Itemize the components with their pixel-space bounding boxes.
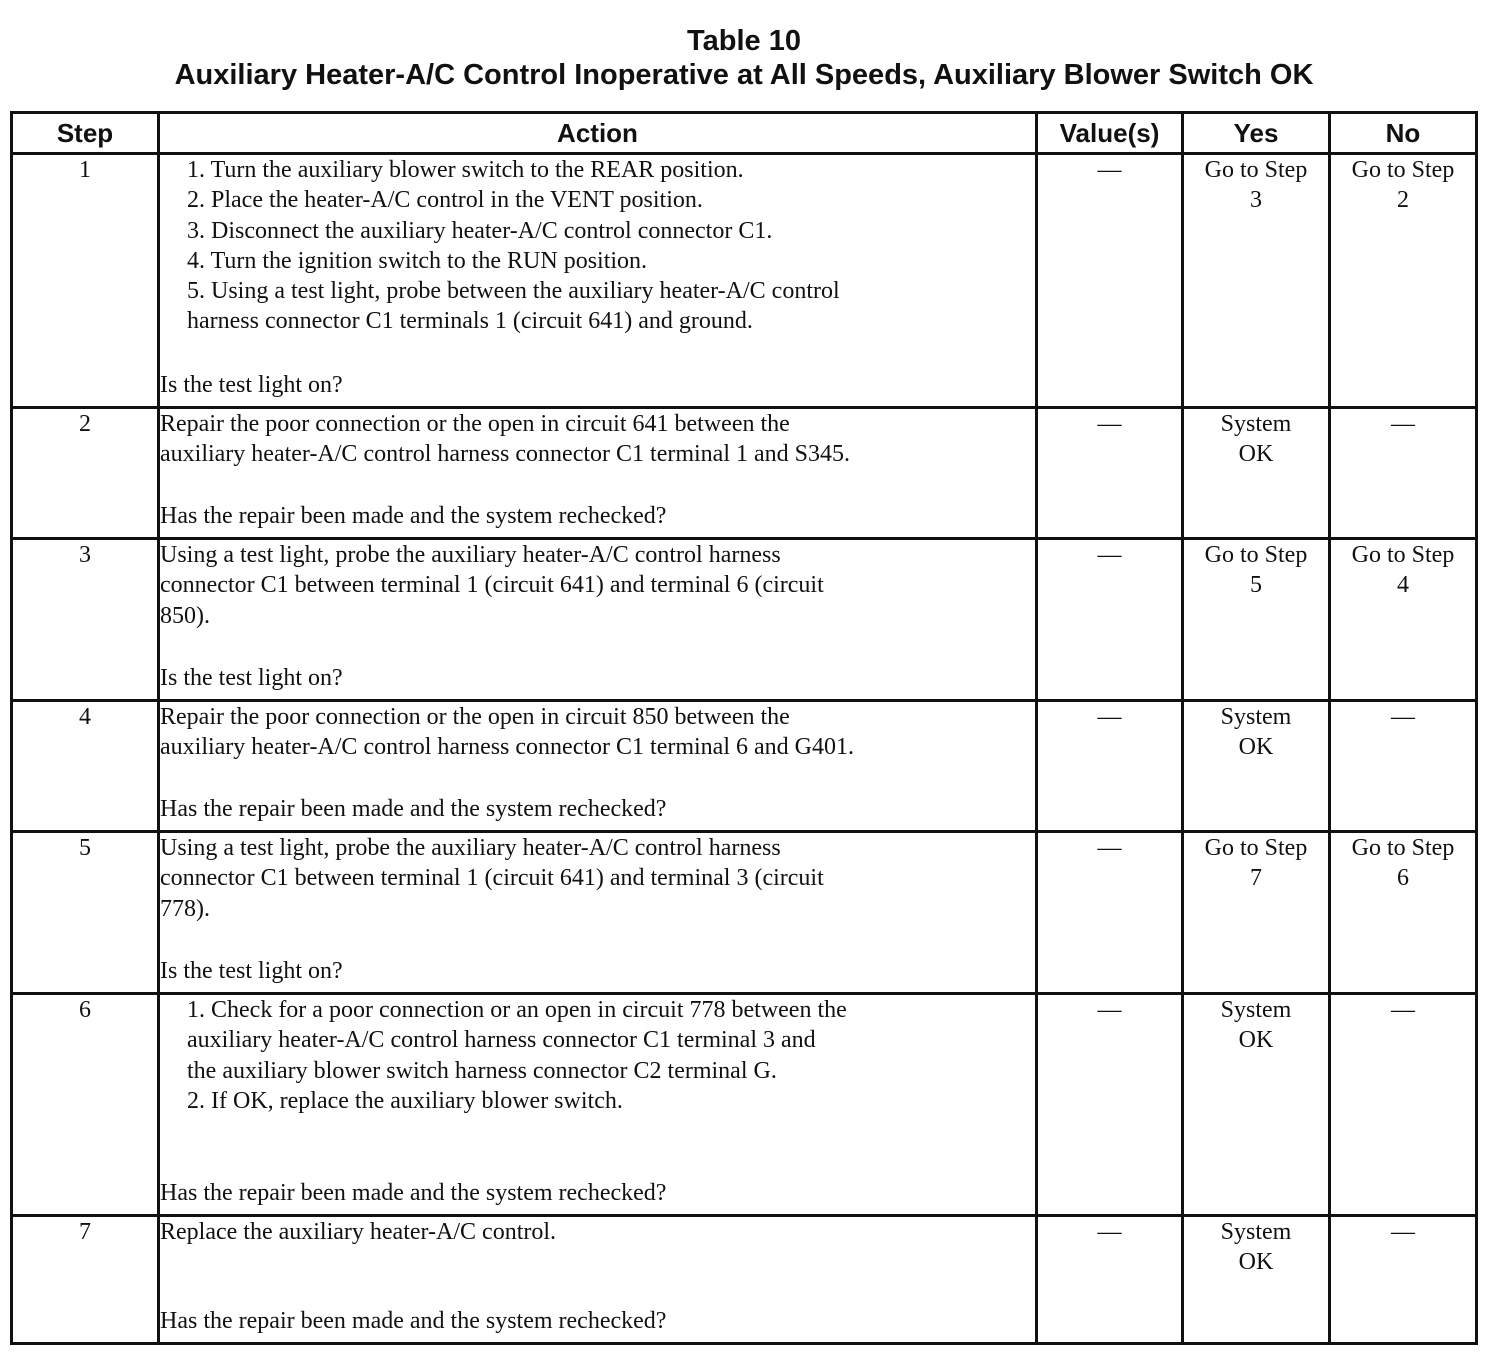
table-row (12, 832, 1477, 994)
yes-cell (1183, 539, 1330, 701)
action-step-item (160, 185, 1035, 215)
yes-outcome: System (1220, 704, 1292, 730)
action-instructions (160, 833, 1035, 924)
action-line: the auxiliary blower switch harness connector C2 terminal G. (187, 1057, 777, 1084)
no-cell (1330, 154, 1477, 408)
action-question: Has the repair been made and the system rechecked? (160, 502, 667, 529)
step-number: 4 (12, 701, 159, 832)
action-line: Replace the auxiliary heater-A/C control. (160, 1219, 557, 1245)
action-instructions (160, 409, 1035, 470)
action-line: 2. Place the heater-A/C control in the VENT position. (187, 187, 703, 214)
action-content (160, 409, 1035, 531)
action-content (160, 833, 1035, 986)
value-cell: — (1037, 539, 1183, 701)
action-cell (159, 701, 1037, 832)
action-line: Using a test light, probe the auxiliary heater-A/C control harness (160, 835, 781, 861)
action-step-item (160, 1086, 1035, 1116)
table-row (12, 994, 1477, 1216)
header-row (12, 113, 1477, 154)
action-question: Is the test light on? (160, 371, 343, 398)
action-content (160, 702, 1035, 824)
step-number: 2 (12, 408, 159, 539)
table-body (12, 154, 1477, 1344)
table-row (12, 408, 1477, 539)
action-line: auxiliary heater-A/C control harness connector C1 terminal 6 and G401. (160, 734, 854, 761)
action-line: 5. Using a test light, probe between the auxiliary heater-A/C control (187, 278, 840, 305)
no-outcome: Go to Step (1351, 157, 1455, 183)
yes-cell (1183, 994, 1330, 1216)
action-instructions (160, 155, 1035, 337)
yes-outcome: OK (1238, 441, 1274, 468)
no-cell (1330, 539, 1477, 701)
yes-outcome: 3 (1250, 187, 1262, 214)
action-line: 4. Turn the ignition switch to the RUN position. (187, 247, 648, 274)
header-values: Value(s) (1037, 113, 1183, 154)
action-cell (159, 539, 1037, 701)
action-question: Is the test light on? (160, 957, 343, 984)
no-outcome: Go to Step (1351, 542, 1455, 568)
step-number: 5 (12, 832, 159, 994)
action-instructions (160, 702, 1035, 763)
action-line: connector C1 between terminal 1 (circuit 641) and terminal 3 (circuit (160, 865, 824, 892)
action-line: 3. Disconnect the auxiliary heater-A/C control connector C1. (187, 217, 773, 244)
yes-outcome: 5 (1250, 572, 1262, 599)
action-line: Repair the poor connection or the open in circuit 850 between the (160, 704, 790, 730)
yes-outcome: System (1220, 1219, 1292, 1245)
value-cell: — (1037, 994, 1183, 1216)
action-step-item (160, 995, 1035, 1086)
no-outcome: — (1391, 1219, 1415, 1245)
yes-outcome: Go to Step (1204, 835, 1308, 861)
value-cell: — (1037, 701, 1183, 832)
value-cell: — (1037, 408, 1183, 539)
action-step-item (160, 246, 1035, 276)
action-instructions (160, 1217, 1035, 1247)
action-content (160, 155, 1035, 400)
value-cell: — (1037, 832, 1183, 994)
step-number: 1 (12, 154, 159, 408)
action-cell (159, 994, 1037, 1216)
header-yes: Yes (1183, 113, 1330, 154)
action-question: Is the test light on? (160, 664, 343, 691)
action-line: 2. If OK, replace the auxiliary blower switch. (187, 1087, 623, 1114)
action-question: Has the repair been made and the system rechecked? (160, 795, 667, 822)
action-line: auxiliary heater-A/C control harness connector C1 terminal 1 and S345. (160, 441, 850, 468)
step-number: 6 (12, 994, 159, 1216)
yes-cell (1183, 832, 1330, 994)
diagnostic-table (10, 111, 1478, 1345)
header-action: Action (159, 113, 1037, 154)
action-step-item (160, 276, 1035, 337)
action-instructions (160, 540, 1035, 631)
table-row (12, 154, 1477, 408)
action-step-item (160, 216, 1035, 246)
no-cell (1330, 994, 1477, 1216)
table-number: Table 10 (687, 25, 801, 57)
yes-outcome: Go to Step (1204, 542, 1308, 568)
action-cell (159, 408, 1037, 539)
no-cell (1330, 832, 1477, 994)
no-outcome: 2 (1397, 187, 1409, 214)
table-heading: Auxiliary Heater-A/C Control Inoperative at All Speeds, Auxiliary Blower Switch OK (174, 59, 1314, 91)
yes-cell (1183, 154, 1330, 408)
yes-cell (1183, 408, 1330, 539)
header-step: Step (12, 113, 159, 154)
action-content (160, 995, 1035, 1208)
yes-outcome: 7 (1250, 865, 1262, 892)
value-cell: — (1037, 154, 1183, 408)
header-no: No (1330, 113, 1477, 154)
yes-outcome: OK (1238, 1249, 1274, 1276)
no-cell (1330, 701, 1477, 832)
yes-outcome: System (1220, 411, 1292, 437)
action-line: Repair the poor connection or the open in circuit 641 between the (160, 411, 790, 437)
table-title (0, 24, 1488, 92)
action-instructions (160, 995, 1035, 1116)
action-line: 1. Turn the auxiliary blower switch to the REAR position. (187, 157, 744, 183)
action-line: Using a test light, probe the auxiliary heater-A/C control harness (160, 542, 781, 568)
action-step-item (160, 155, 1035, 185)
no-outcome: 6 (1397, 865, 1409, 892)
no-cell (1330, 408, 1477, 539)
table-row (12, 539, 1477, 701)
yes-outcome: System (1220, 997, 1292, 1023)
action-line: 1. Check for a poor connection or an open in circuit 778 between the (187, 997, 847, 1023)
action-content (160, 540, 1035, 693)
yes-outcome: OK (1238, 734, 1274, 761)
no-outcome: 4 (1397, 572, 1409, 599)
action-cell (159, 832, 1037, 994)
step-number: 7 (12, 1216, 159, 1344)
no-cell (1330, 1216, 1477, 1344)
action-cell (159, 1216, 1037, 1344)
step-number: 3 (12, 539, 159, 701)
table-row (12, 1216, 1477, 1344)
action-line: 850). (160, 602, 210, 629)
yes-outcome: OK (1238, 1027, 1274, 1054)
yes-outcome: Go to Step (1204, 157, 1308, 183)
table-row (12, 701, 1477, 832)
no-outcome: — (1391, 997, 1415, 1023)
yes-cell (1183, 701, 1330, 832)
action-line: 778). (160, 895, 210, 922)
action-line: auxiliary heater-A/C control harness connector C1 terminal 3 and (187, 1027, 816, 1054)
no-outcome: — (1391, 704, 1415, 730)
action-question: Has the repair been made and the system rechecked? (160, 1307, 667, 1334)
no-outcome: — (1391, 411, 1415, 437)
action-line: connector C1 between terminal 1 (circuit 641) and terminal 6 (circuit (160, 572, 824, 599)
no-outcome: Go to Step (1351, 835, 1455, 861)
yes-cell (1183, 1216, 1330, 1344)
action-line: harness connector C1 terminals 1 (circuit 641) and ground. (187, 308, 753, 335)
action-cell (159, 154, 1037, 408)
action-content (160, 1217, 1035, 1336)
action-question: Has the repair been made and the system rechecked? (160, 1179, 667, 1206)
value-cell: — (1037, 1216, 1183, 1344)
